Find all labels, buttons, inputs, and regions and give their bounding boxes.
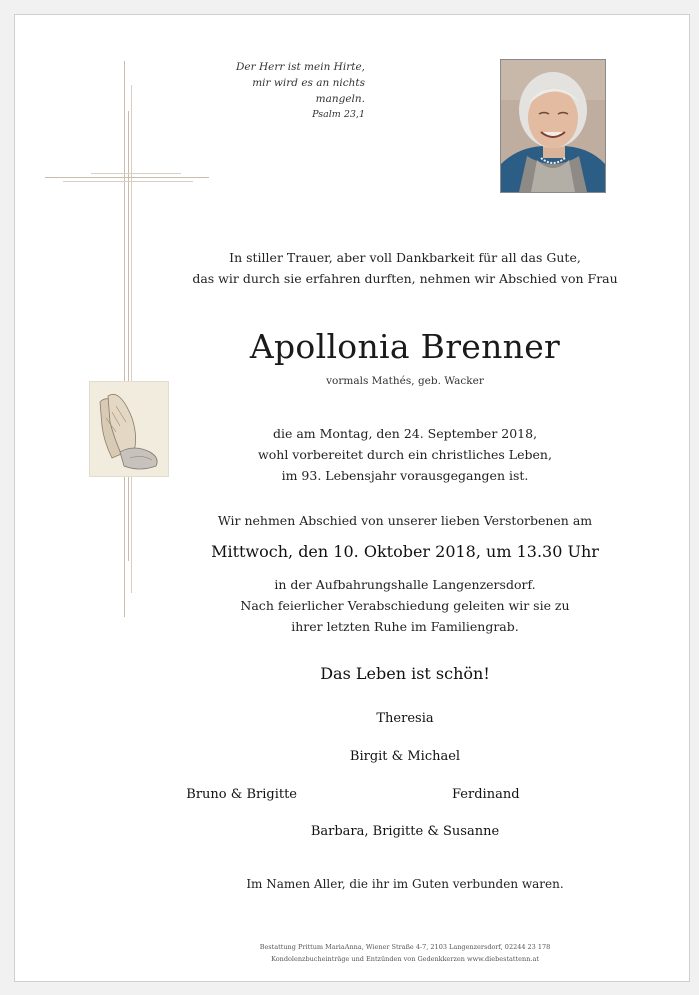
funeral-date-time: Mittwoch, den 10. Oktober 2018, um 13.30 Uhr: [211, 542, 599, 561]
footer-line-1: Bestattung Prittum MariaAnna, Wiener Straße 4-7, 2103 Langenzersdorf, 02244 23 178: [259, 943, 551, 951]
psalm-line-1: Der Herr ist mein Hirte,: [236, 61, 365, 73]
death-line-2: wohl vorbereitet durch ein christliches Leben,: [258, 447, 552, 462]
death-line-1: die am Montag, den 24. September 2018,: [272, 426, 538, 441]
funeral-place: [165, 574, 645, 637]
death-line-3: im 93. Lebensjahr vorausgegangen ist.: [281, 468, 529, 483]
mourner-ferdinand: Ferdinand: [452, 787, 520, 802]
closing-line: Im Namen Aller, die ihr im Guten verbunden waren.: [246, 877, 564, 891]
death-notice: [165, 423, 645, 486]
mourner-bruno-brigitte: Bruno & Brigitte: [186, 787, 297, 802]
place-line-1: in der Aufbahrungshalle Langenzersdorf.: [274, 577, 536, 592]
place-line-2: Nach feierlicher Verabschiedung geleiten wir sie zu: [240, 598, 570, 613]
praying-hands-image: [89, 381, 169, 477]
funeral-announcement: Wir nehmen Abschied von unserer lieben Verstorbenen am: [217, 513, 593, 528]
psalm-quote: [205, 59, 365, 123]
portrait-illustration: [501, 60, 605, 192]
deceased-name: Apollonia Brenner: [249, 327, 561, 366]
psalm-line-2: mir wird es an nichts mangeln.: [252, 77, 365, 105]
praying-hands-icon: [90, 382, 168, 476]
maiden-name-note: vormals Mathés, geb. Wacker: [326, 375, 484, 387]
obituary-sheet: [14, 14, 690, 982]
motto: Das Leben ist schön!: [320, 664, 490, 683]
intro-line-2: das wir durch sie erfahren durften, nehmen wir Abschied von Frau: [192, 271, 618, 286]
portrait-photo: [500, 59, 606, 193]
place-line-3: ihrer letzten Ruhe im Familiengrab.: [291, 619, 519, 634]
footer: [165, 941, 645, 965]
psalm-reference: Psalm 23,1: [312, 109, 365, 120]
mourner-birgit-michael: Birgit & Michael: [349, 749, 461, 764]
intro-text: [165, 247, 645, 289]
intro-line-1: In stiller Trauer, aber voll Dankbarkeit für all das Gute,: [229, 250, 581, 265]
mourner-theresia: Theresia: [376, 711, 434, 726]
footer-line-2: Kondolenzbucheinträge und Entzünden von Gedenkkerzen www.diebestattenn.at: [271, 955, 539, 963]
mourner-barbara-brigitte-susanne: Barbara, Brigitte & Susanne: [310, 824, 500, 839]
